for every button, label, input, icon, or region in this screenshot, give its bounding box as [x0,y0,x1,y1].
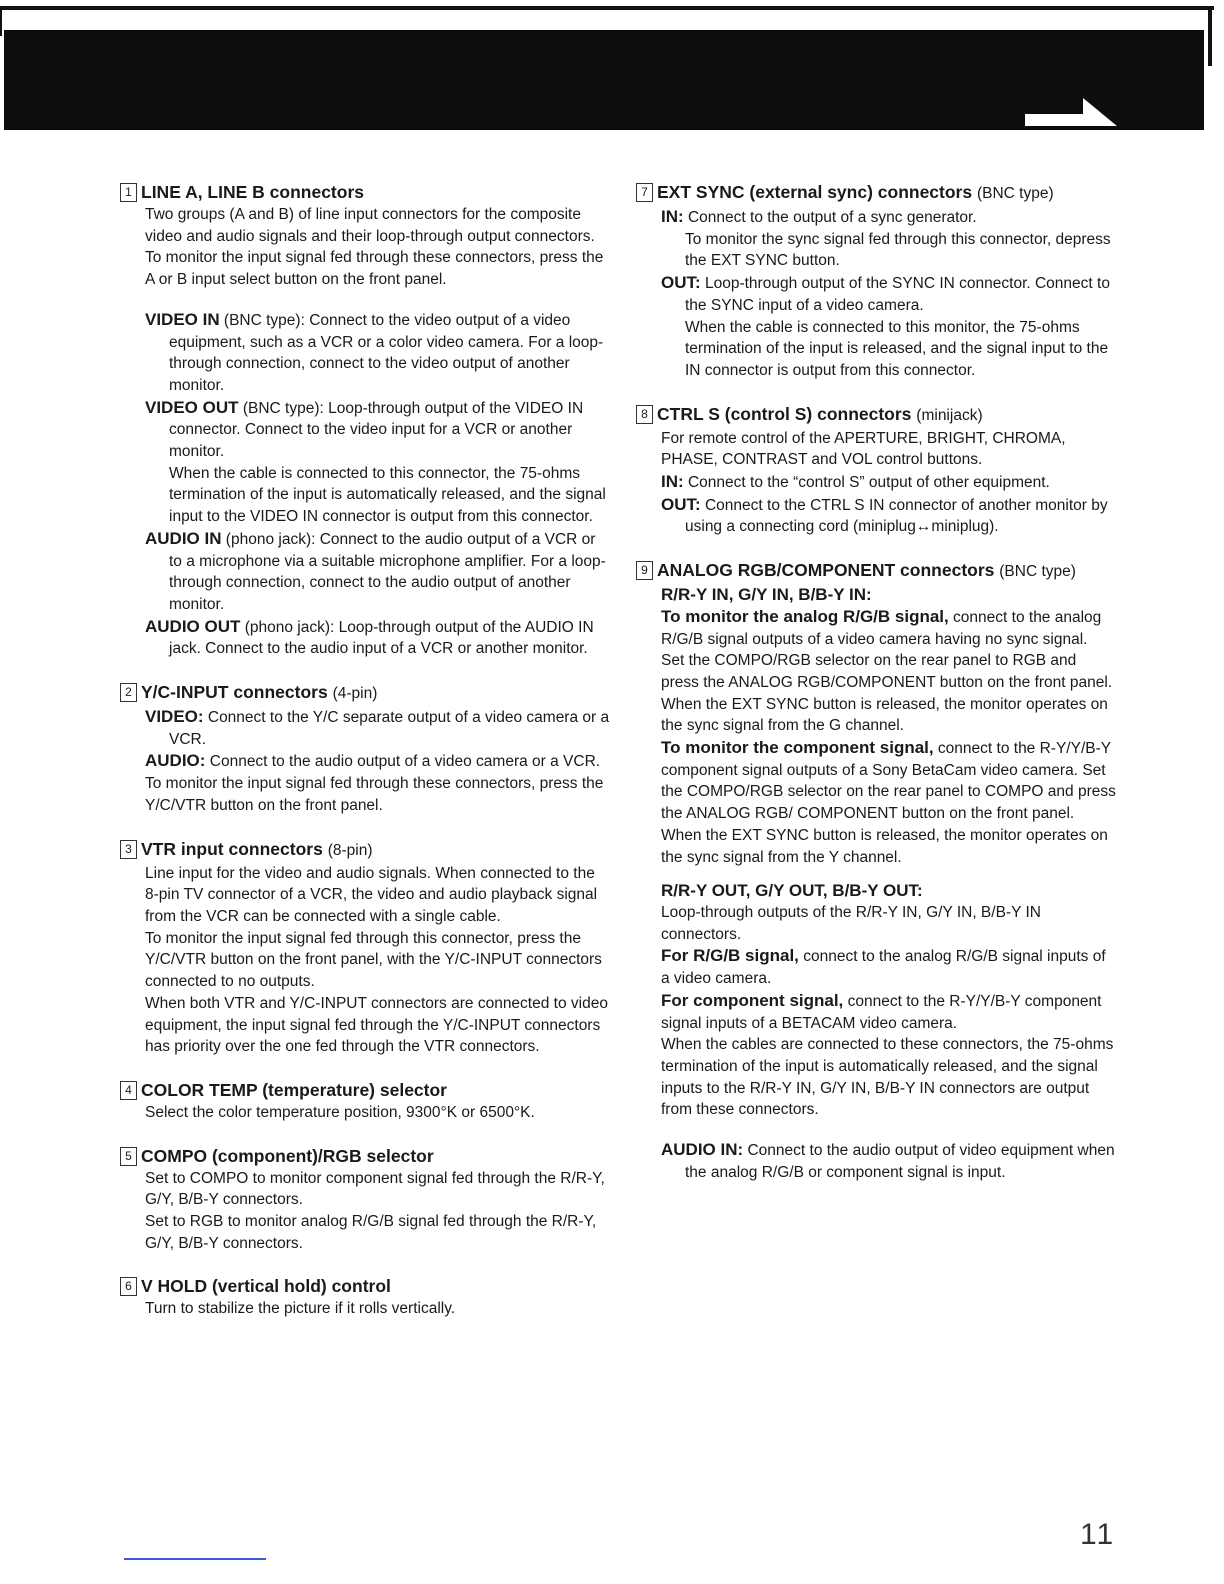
entry-label: VIDEO OUT [145,397,239,417]
section-ctrl-s [636,402,1118,539]
entry-text: Connect to the Y/C separate output of a video camera or a VCR. [169,709,610,748]
section-note: (4-pin) [332,685,378,703]
entry-audio-in [145,528,610,616]
section-title: LINE A, LINE B connectors [141,182,364,202]
entry-out [661,272,1118,316]
lead-in: For component signal, [661,990,844,1010]
page-frame-right-rule [1208,6,1212,66]
paragraph: To monitor the input signal fed through this connector, press the Y/C/VTR button on the front panel, with the Y/C-INPUT connectors connected to no outputs. [145,929,602,991]
entry-extra: When the cable is connected to this connector, the 75-ohms termination of the input is automatically released, and the signal input to the VIDEO IN connector is output from this connector. [169,464,606,526]
section-title: V HOLD (vertical hold) control [141,1276,391,1297]
paragraph: Line input for the video and audio signals. When connected to the 8-pin TV connector of a VCR, the video and audio playback signal from the VCR can be connected with a single cable. [145,864,598,925]
paragraph: Set the COMPO/RGB selector on the rear panel to RGB and press the ANALOG RGB/COMPONENT button on the front panel. When the EXT SYNC button is released, the monitor operates on the sync signal from the G channel. [661,652,1113,735]
section-yc-input [120,680,610,817]
paragraph-text: connect to the analog R/G/B signal inputs of a video camera. [661,948,1106,988]
section-heading [636,402,1118,428]
lead-in: To monitor the component signal, [661,738,934,758]
paragraph: Two groups (A and B) of line input connectors for the composite video and audio signals and their loop-through output connectors. [145,206,595,245]
entry-text: (phono jack): Loop-through output of the AUDIO IN jack. Connect to the audio input of a VCR or another monitor. [169,618,594,658]
section-v-hold [120,1274,610,1320]
section-number: 4 [120,1081,137,1100]
outputs-heading: R/R-Y OUT, G/Y OUT, B/B-Y OUT: [661,881,923,901]
paragraph: Turn to stabilize the picture if it rolls vertically. [145,1300,456,1318]
lead-in: For R/G/B signal, [661,946,799,966]
entry-label: VIDEO IN [145,309,220,329]
entry-text: Connect to the audio output of video equipment when the analog R/G/B or component signal is input. [685,1142,1115,1181]
page-frame-left-rule [0,6,2,36]
entry-text: (BNC type): Connect to the video output of a video equipment, such as a VCR or a color video camera. For a loop-through connection, connect to the video output of another monitor. [169,311,604,394]
entry-in [661,471,1118,494]
section-number: 5 [120,1147,137,1166]
entry-label: AUDIO OUT [145,616,241,636]
entry-text: Connect to the audio output of a video camera or a VCR. [205,753,601,771]
section-title: Y/C-INPUT connectors [141,682,328,703]
entry-extra: When the cable is connected to this monitor, the 75-ohms termination of the input is released, and the signal input to the IN connector is output from this connector. [685,318,1109,379]
entry-text: Loop-through output of the SYNC IN connector. Connect to the SYNC input of a video camera. [685,275,1110,314]
paragraph: Loop-through outputs of the R/R-Y IN, G/Y IN, B/B-Y IN connectors. [661,903,1041,943]
entry-label: AUDIO IN [145,528,222,548]
entry-text: Connect to the “control S” output of other equipment. [683,474,1050,492]
arrow-right-icon [1025,98,1117,128]
section-line-a-b [120,180,610,660]
entry-in [661,206,1118,229]
entry-label: IN: [661,472,684,492]
paragraph [661,990,1118,1034]
entry-extra: To monitor the sync signal fed through this connector, depress the EXT SYNC button. [685,230,1111,270]
section-title: COMPO (component)/RGB selector [141,1145,434,1166]
section-number: 3 [120,840,137,859]
footer-rule [124,1558,266,1560]
paragraph: For remote control of the APERTURE, BRIGHT, CHROMA, PHASE, CONTRAST and VOL control buttons. [661,429,1066,469]
entry-video-out [145,397,610,463]
section-heading [120,680,610,706]
section-heading [120,1078,610,1102]
section-ext-sync [636,180,1118,382]
entry-label: AUDIO: [145,751,206,771]
section-heading [636,180,1118,206]
page-number: 11 [1080,1518,1116,1551]
section-number: 2 [120,683,137,702]
paragraph: When the cables are connected to these connectors, the 75-ohms termination of the input is automatically released, and the signal inputs to the R/R-Y IN, G/Y IN, B/B-Y IN connectors are output from these connectors. [661,1036,1114,1119]
section-number: 9 [636,561,653,580]
paragraph-text: connect to the R-Y/Y/B-Y component signal inputs of a BETACAM video camera. [661,992,1102,1032]
section-title: EXT SYNC (external sync) connectors [657,182,973,202]
paragraph: Select the color temperature position, 9300°K or 6500°K. [145,1103,535,1121]
entry-audio-in [661,1139,1118,1183]
section-color-temp [120,1078,610,1124]
section-number: 1 [120,183,137,202]
entry-text: (BNC type): Loop-through output of the VIDEO IN connector. Connect to the video input for a VCR or another monitor. [169,399,584,461]
paragraph: Set to RGB to monitor analog R/G/B signal fed through the R/R-Y, G/Y, B/B-Y connectors. [145,1213,597,1252]
section-title: CTRL S (control S) connectors [657,403,912,424]
entry-text: (phono jack): Connect to the audio output of a VCR or to a microphone via a suitable microphone amplifier. For a loop-through connection, connect to the audio output of another monitor. [169,530,606,613]
paragraph: When both VTR and Y/C-INPUT connectors are connected to video equipment, the input signal fed through the Y/C-INPUT connectors has priority over the one fed through the VTR connectors. [145,994,608,1056]
section-analog-rgb [636,558,1118,1183]
paragraph-text: connect to the analog R/G/B signal outputs of a video camera having no sync signal. [661,608,1102,648]
entry-audio [145,750,610,773]
header-banner [4,30,1204,130]
section-heading [120,1144,610,1168]
lead-in: To monitor the analog R/G/B signal, [661,606,949,626]
paragraph: Set to COMPO to monitor component signal fed through the R/R-Y, G/Y, B/B-Y connectors. [145,1169,605,1209]
entry-label: OUT: [661,273,701,293]
section-heading [636,558,1118,584]
section-title: VTR input connectors [141,838,323,859]
paragraph [661,945,1118,989]
entry-video-in [145,309,610,397]
section-compo-rgb [120,1144,610,1255]
right-column [636,180,1118,1203]
section-vtr-input [120,837,610,1058]
entry-label: IN: [661,207,684,226]
page-frame-top-rule [0,6,1214,10]
entry-out [661,494,1118,538]
entry-audio-out [145,616,610,660]
paragraph: To monitor the input signal fed through these connectors, press the Y/C/VTR button on the front panel. [145,775,604,814]
section-heading [120,1274,610,1298]
entry-text: Connect to the CTRL S IN connector of another monitor by using a connecting cord (miniplug↔miniplug). [685,496,1108,536]
entry-text: Connect to the output of a sync generator. [683,209,977,226]
section-number: 6 [120,1277,137,1296]
section-heading [120,180,610,204]
entry-label: AUDIO IN: [661,1140,744,1160]
paragraph [661,737,1118,868]
section-heading [120,837,610,863]
entry-label: OUT: [661,494,701,514]
left-column [120,180,610,1340]
section-note: (BNC type) [976,185,1054,202]
section-title: ANALOG RGB/COMPONENT connectors [657,560,995,581]
paragraph [661,606,1118,650]
section-number: 7 [636,183,653,202]
entry-label: VIDEO: [145,707,204,727]
section-note: (BNC type) [999,563,1076,581]
section-number: 8 [636,405,653,424]
paragraph-text: connect to the R-Y/Y/B-Y component signal outputs of a Sony BetaCam video camera. Set the COMPO/RGB selector on the rear panel to COMPO and press the ANALOG RGB/ COMPONENT button on the front panel. When the EXT SYNC button is released, the monitor operates on the sync signal from the Y channel. [661,740,1116,866]
section-title: COLOR TEMP (temperature) selector [141,1079,447,1100]
section-note: (minijack) [916,406,983,424]
paragraph: To monitor the input signal fed through these connectors, press the A or B input select button on the front panel. [145,249,604,289]
section-note: (8-pin) [327,841,373,859]
entry-video [145,706,610,750]
inputs-heading: R/R-Y IN, G/Y IN, B/B-Y IN: [661,585,872,605]
